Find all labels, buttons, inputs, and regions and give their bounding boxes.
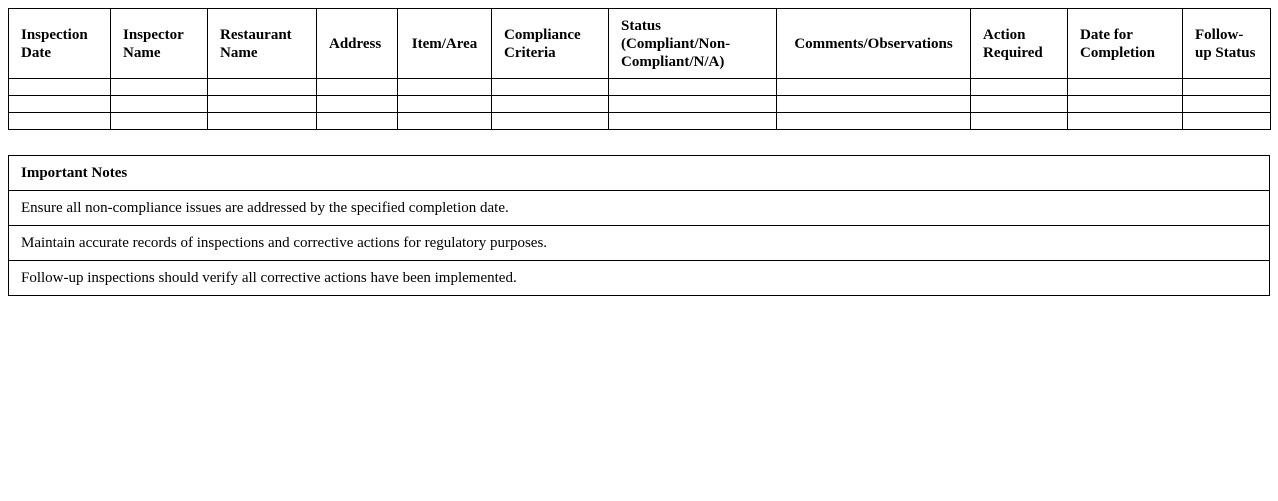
- header-status: Status (Compliant/Non-Compliant/N/A): [609, 9, 777, 79]
- inspection-table: [8, 8, 1271, 130]
- table-cell[interactable]: [9, 79, 111, 96]
- table-cell[interactable]: [971, 96, 1068, 113]
- table-cell[interactable]: [1183, 113, 1271, 130]
- table-cell[interactable]: [208, 113, 317, 130]
- header-compliance-criteria: Compliance Criteria: [492, 9, 609, 79]
- header-restaurant-name: Restaurant Name: [208, 9, 317, 79]
- table-cell[interactable]: [317, 96, 398, 113]
- header-item-area: Item/Area: [398, 9, 492, 79]
- table-cell[interactable]: [398, 79, 492, 96]
- list-item: [9, 261, 1270, 296]
- list-item: [9, 226, 1270, 261]
- note-text: Maintain accurate records of inspections and corrective actions for regulatory purposes.: [9, 226, 1270, 261]
- header-address: Address: [317, 9, 398, 79]
- notes-title: Important Notes: [9, 156, 1270, 191]
- table-cell[interactable]: [1068, 96, 1183, 113]
- header-date-for-completion: Date for Completion: [1068, 9, 1183, 79]
- table-cell[interactable]: [398, 96, 492, 113]
- table-cell[interactable]: [111, 113, 208, 130]
- table-cell[interactable]: [398, 113, 492, 130]
- table-header-row: [9, 9, 1271, 79]
- table-cell[interactable]: [317, 79, 398, 96]
- table-cell[interactable]: [609, 96, 777, 113]
- inspection-table-body: [9, 79, 1271, 130]
- header-action-required: Action Required: [971, 9, 1068, 79]
- header-follow-up-status: Follow-up Status: [1183, 9, 1271, 79]
- table-cell[interactable]: [1068, 79, 1183, 96]
- table-cell[interactable]: [1183, 79, 1271, 96]
- table-cell[interactable]: [1183, 96, 1271, 113]
- table-cell[interactable]: [492, 96, 609, 113]
- note-text: Ensure all non-compliance issues are addressed by the specified completion date.: [9, 191, 1270, 226]
- list-item: [9, 191, 1270, 226]
- table-cell[interactable]: [777, 79, 971, 96]
- table-cell[interactable]: [971, 79, 1068, 96]
- table-cell[interactable]: [971, 113, 1068, 130]
- table-cell[interactable]: [1068, 113, 1183, 130]
- table-row: [9, 96, 1271, 113]
- table-cell[interactable]: [777, 113, 971, 130]
- table-cell[interactable]: [492, 79, 609, 96]
- table-cell[interactable]: [111, 96, 208, 113]
- table-row: [9, 79, 1271, 96]
- header-inspection-date: Inspection Date: [9, 9, 111, 79]
- table-cell[interactable]: [9, 113, 111, 130]
- table-cell[interactable]: [208, 79, 317, 96]
- table-cell[interactable]: [492, 113, 609, 130]
- table-cell[interactable]: [609, 113, 777, 130]
- table-cell[interactable]: [777, 96, 971, 113]
- header-inspector-name: Inspector Name: [111, 9, 208, 79]
- table-cell[interactable]: [609, 79, 777, 96]
- table-cell[interactable]: [111, 79, 208, 96]
- table-cell[interactable]: [317, 113, 398, 130]
- table-row: [9, 113, 1271, 130]
- note-text: Follow-up inspections should verify all corrective actions have been implemented.: [9, 261, 1270, 296]
- table-cell[interactable]: [208, 96, 317, 113]
- table-cell[interactable]: [9, 96, 111, 113]
- notes-table: [8, 155, 1270, 296]
- header-comments-observations: Comments/Observations: [777, 9, 971, 79]
- notes-title-row: [9, 156, 1270, 191]
